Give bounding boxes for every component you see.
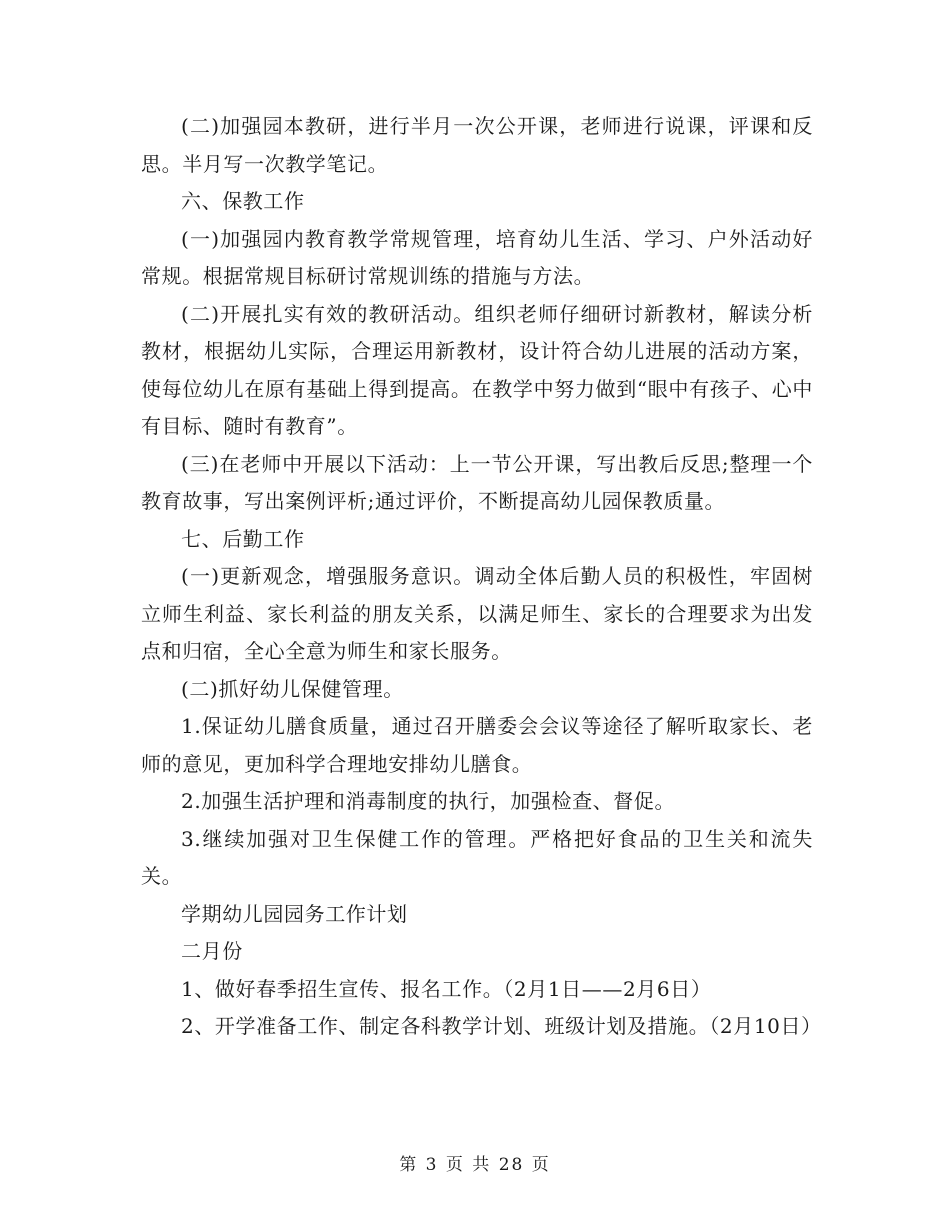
paragraph-routine-management: (一)加强园内教育教学常规管理，培育幼儿生活、学习、户外活动好常规。根据常规目标研讨常规训练的措施与方法。 <box>141 226 813 288</box>
document-body <box>141 108 822 1046</box>
paragraph-service-awareness: (一)更新观念，增强服务意识。调动全体后勤人员的积极性，牢固树立师生利益、家长利益的朋友关系，以满足师生、家长的合理要求为出发点和归宿，全心全意为师生和家长服务。 <box>141 564 813 663</box>
page-number: 第 3 页 共 28 页 <box>399 1155 551 1175</box>
section-heading-logistics: 七、后勤工作 <box>181 526 305 551</box>
list-item-semester-preparation: 2、开学准备工作、制定各科教学计划、班级计划及措施。（2月10日） <box>181 1014 822 1038</box>
page-footer <box>0 1150 950 1175</box>
list-item-disinfection: 2.加强生活护理和消毒制度的执行，加强检查、督促。 <box>181 789 676 813</box>
paragraph-research-activities: (二)开展扎实有效的教研活动。组织老师仔细研讨新教材，解读分析教材，根据幼儿实际，合理运用新教材，设计符合幼儿进展的活动方案，使每位幼儿在原有基础上得到提高。在教学中努力做到“眼中有孩子、心中有目标、随时有教育”。 <box>141 301 813 438</box>
list-item-diet-quality: 1.保证幼儿膳食质量，通过召开膳委会会议等途径了解听取家长、老师的意见，更加科学合理地安排幼儿膳食。 <box>141 714 813 776</box>
paragraph-teacher-activities: (三)在老师中开展以下活动：上一节公开课，写出教后反思;整理一个教育故事，写出案例评析;通过评价，不断提高幼儿园保教质量。 <box>141 451 813 513</box>
subtitle-semester-plan: 学期幼儿园园务工作计划 <box>181 901 408 926</box>
list-item-enrollment: 1、做好春季招生宣传、报名工作。（2月1日——2月6日） <box>181 976 712 1001</box>
section-heading-care-education: 六、保教工作 <box>181 189 305 213</box>
paragraph-health-management: (二)抓好幼儿保健管理。 <box>181 676 404 701</box>
month-heading-february: 二月份 <box>181 939 243 963</box>
list-item-hygiene: 3.继续加强对卫生保健工作的管理。严格把好食品的卫生关和流失关。 <box>141 826 813 888</box>
paragraph-teaching-research: (二)加强园本教研，进行半月一次公开课，老师进行说课，评课和反思。半月写一次教学笔记。 <box>141 114 813 176</box>
